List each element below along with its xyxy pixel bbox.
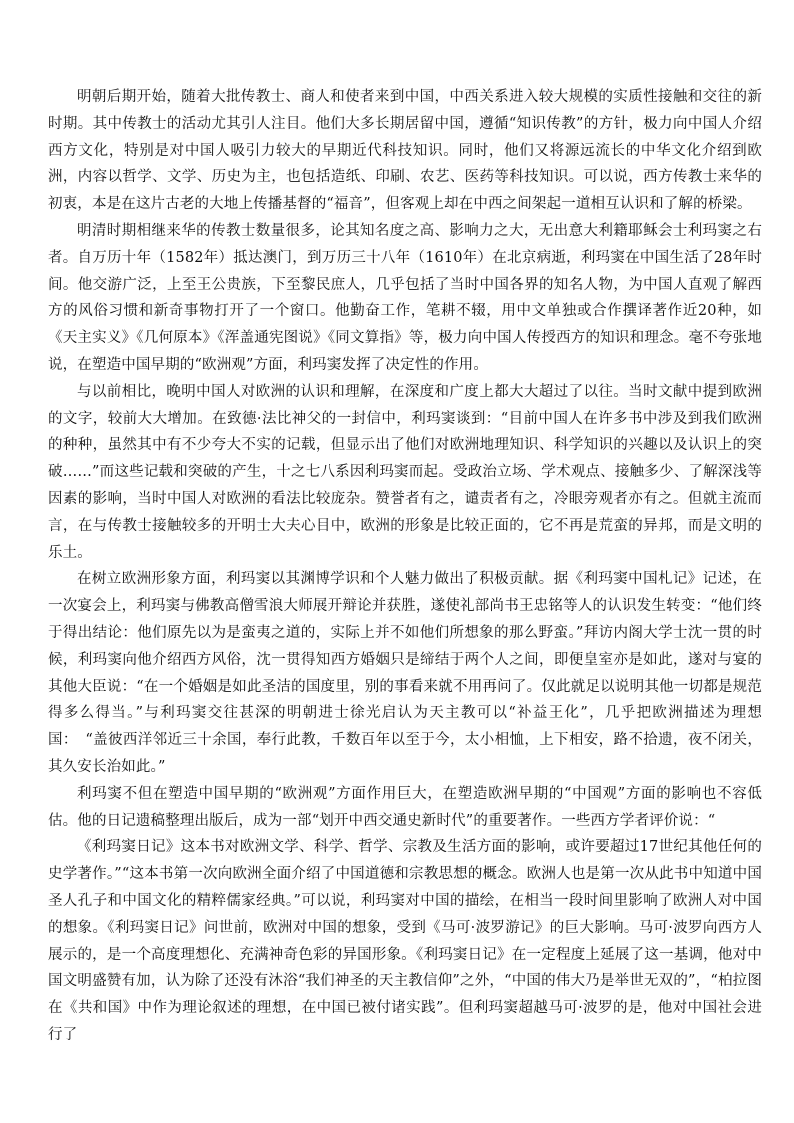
document-body: [48, 84, 762, 1049]
paragraph-5: 利玛窦不但在塑造中国早期的“欧洲观”方面作用巨大，在塑造欧洲早期的“中国观”方面的影响也不容低估。他的日记遗稿整理出版后，成为一部“划开中西交通史新时代”的重要著作。一些西方学者评价说：“: [48, 785, 762, 829]
paragraph-1: 明朝后期开始，随着大批传教士、商人和使者来到中国，中西关系进入较大规模的实质性接触和交往的新时期。其中传教士的活动尤其引人注目。他们大多长期居留中国，遵循“知识传教”的方针，极力向中国人介绍西方文化，特别是对中国人吸引力较大的早期近代科技知识。同时，他们又将源远流长的中华文化介绍到欧洲，内容以哲学、文学、历史为主，也包括造纸、印刷、农艺、医药等科技知识。可以说，西方传教士来华的初衷，本是在这片古老的大地上传播基督的“福音”，但客观上却在中西之间架起一道相互认识和了解的桥梁。: [48, 89, 762, 213]
paragraph-4: 在树立欧洲形象方面，利玛窦以其渊博学识和个人魅力做出了积极贡献。据《利玛窦中国札记》记述，在一次宴会上，利玛窦与佛教高僧雪浪大师展开辩论并获胜，遂使礼部尚书王忠铭等人的认识发生转变：“他们终于得出结论：他们原先以为是蛮夷之道的，实际上并不如他们所想象的那么野蛮。”拜访内阁大学士沈一贯的时候，利玛窦向他介绍西方风俗，沈一贯得知西方婚姻只是缔结于两个人之间，即便皇室亦是如此，遂对与宴的其他大臣说：“在一个婚姻是如此圣洁的国度里，别的事看来就不用再问了。仅此就足以说明其他一切都是规范得多么得当。”与利玛窦交往甚深的明朝进士徐光启认为天主教可以“补益王化”，几乎把欧洲描述为理想国： “盖彼西洋邻近三十余国，奉行此教，千数百年以至于今，太小相恤，上下相安，路不拾遗，夜不闭关，其久安长治如此。”: [48, 571, 762, 775]
paragraph-3: 与以前相比，晚明中国人对欧洲的认识和理解，在深度和广度上都大大超过了以往。当时文献中提到欧洲的文字，较前大大增加。在致德·法比神父的一封信中，利玛窦谈到：“目前中国人在许多书中涉及到我们欧洲的种种，虽然其中有不少夸大不实的记载，但显示出了他们对欧洲地理知识、科学知识的兴趣以及认识上的突破……”而这些记载和突破的产生，十之七八系因利玛窦而起。受政治立场、学术观点、接触多少、了解深浅等因素的影响，当时中国人对欧洲的看法比较庞杂。赞誉者有之，谴责者有之，冷眼旁观者亦有之。但就主流而言，在与传教士接触较多的开明士大夫心目中，欧洲的形象是比较正面的，它不再是荒蛮的异邦，而是文明的乐土。: [48, 383, 762, 561]
paragraph-2: 明清时期相继来华的传教士数量很多，论其知名度之高、影响力之大，无出意大利籍耶稣会士利玛窦之右者。自万历十年（1582年）抵达澳门，到万历三十八年（1610年）在北京病逝，利玛窦在中国生活了28年时间。他交游广泛，上至王公贵族，下至黎民庶人，几乎包括了当时中国各界的知名人物，为中国人直观了解西方的风俗习惯和新奇事物打开了一个窗口。他勤奋工作，笔耕不辍，用中文单独或合作撰译著作近20种，如《天主实义》《几何原本》《浑盖通宪图说》《同文算指》等，极力向中国人传授西方的知识和理念。毫不夸张地说，在塑造中国早期的“欧洲观”方面，利玛窦发挥了决定性的作用。: [48, 222, 762, 373]
paragraph-6: 《利玛窦日记》这本书对欧洲文学、科学、哲学、宗教及生活方面的影响，或许要超过17世纪其他任何的史学著作。”“这本书第一次向欧洲全面介绍了中国道德和宗教思想的概念。欧洲人也是第一次从此书中知道中国圣人孔子和中国文化的精粹儒家经典。”可以说，利玛窦对中国的描绘，在相当一段时间里影响了欧洲人对中国的想象。《利玛窦日记》问世前，欧洲对中国的想象，受到《马可·波罗游记》的巨大影响。马可·波罗向西方人展示的，是一个高度理想化、充满神奇色彩的异国形象。《利玛窦日记》在一定程度上延展了这一基调，他对中国文明盛赞有加，认为除了还没有沐浴“我们神圣的天主教信仰”之外，“中国的伟大乃是举世无双的”，“柏拉图在《共和国》中作为理论叙述的理想，在中国已被付诸实践”。但利玛窦超越马可·波罗的是，他对中国社会进行了: [48, 839, 762, 1043]
